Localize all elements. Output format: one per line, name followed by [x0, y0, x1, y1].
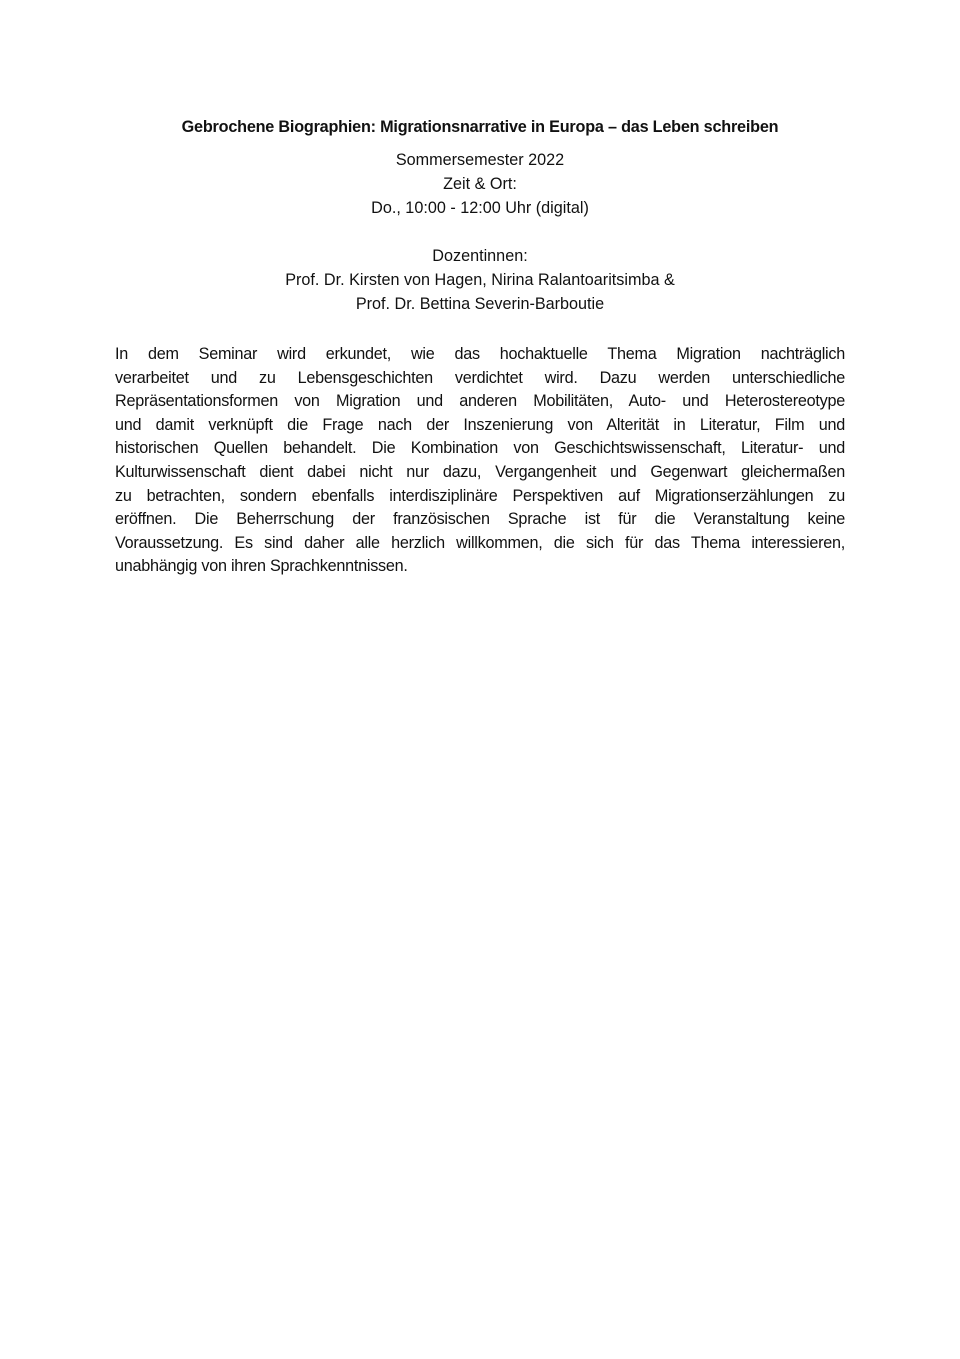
lecturers-block [0, 244, 960, 316]
description-line: eröffnen. Die Beherrschung der französischen Sprache ist für die Veranstaltung keine [115, 510, 845, 529]
semester: Sommersemester 2022 [395, 151, 565, 169]
course-title: Gebrochene Biographien: Migrationsnarrative in Europa – das Leben schreiben [181, 118, 779, 136]
lecturers-label: Dozentinnen: [432, 247, 528, 265]
description-line: historischen Quellen behandelt. Die Kombination von Geschichtswissenschaft, Literatur- und [115, 439, 845, 458]
lecturers-line-1: Prof. Dr. Kirsten von Hagen, Nirina Ralantoaritsimba & [285, 271, 675, 289]
description-line: Kulturwissenschaft dient dabei nicht nur dazu, Vergangenheit und Gegenwart gleichermaßen [115, 462, 845, 481]
description-line: unabhängig von ihren Sprachkenntnissen. [115, 557, 408, 576]
description-line: Repräsentationsformen von Migration und anderen Mobilitäten, Auto- und Heterostereotype [115, 392, 845, 411]
course-meta [0, 148, 960, 220]
time-place-value: Do., 10:00 - 12:00 Uhr (digital) [371, 199, 589, 217]
description-line: Voraussetzung. Es sind daher alle herzlich willkommen, die sich für das Thema interessieren, [115, 533, 845, 552]
lecturers-line-2: Prof. Dr. Bettina Severin-Barboutie [355, 295, 605, 313]
description-line: In dem Seminar wird erkundet, wie das hochaktuelle Thema Migration nachträglich [115, 345, 845, 363]
time-place-label: Zeit & Ort: [443, 175, 517, 193]
description-line: verarbeitet und zu Lebensgeschichten verdichtet wird. Dazu werden unterschiedliche [115, 368, 845, 387]
description-line: und damit verknüpft die Frage nach der Inszenierung von Alterität in Literatur, Film und [115, 415, 845, 434]
course-description [115, 343, 845, 579]
description-line: zu betrachten, sondern ebenfalls interdisziplinäre Perspektiven auf Migrationserzählungen zu [115, 486, 845, 505]
